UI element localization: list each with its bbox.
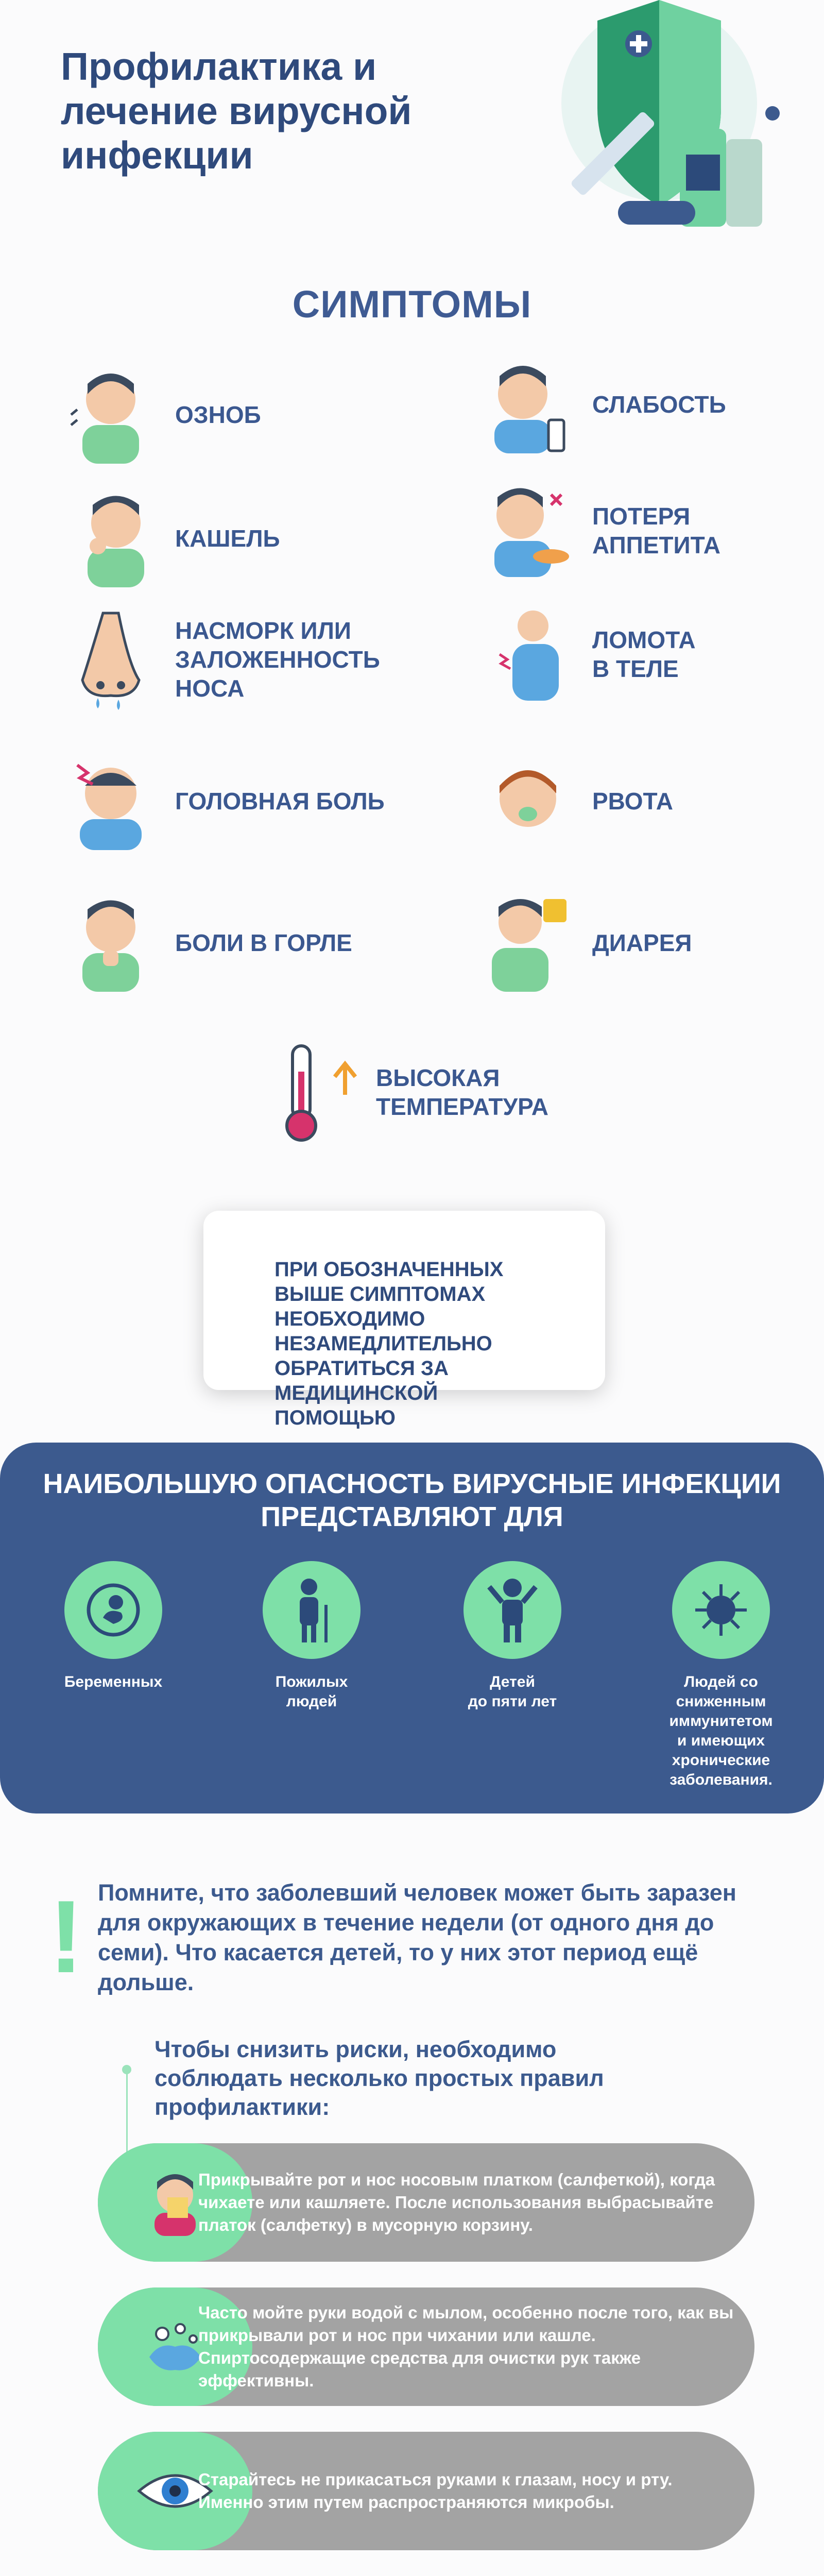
symptom-label: ПОТЕРЯ АППЕТИТА [592,503,721,558]
sore-throat-icon [67,891,154,994]
risk-group [435,1561,590,1711]
notice-card [203,1211,605,1429]
pregnant-icon [85,1582,142,1638]
page-title: Профилактика и лечение вирусной инфекции [61,45,412,177]
risk-group [36,1561,191,1692]
risk-group-label: Пожилых людей [275,1673,348,1710]
symptom-item [484,603,696,706]
symptom-item [484,353,726,456]
symptom-item [67,891,352,994]
symptom-label: БОЛИ В ГОРЛЕ [175,929,352,956]
symptom-item [67,750,385,853]
elderly-icon [283,1577,340,1643]
symptoms-title: СИМПТОМЫ [292,283,532,326]
symptom-label: КАШЕЛЬ [175,525,280,552]
risk-group-label: Беременных [64,1673,163,1690]
rule-text: Часто мойте руки водой с мылом, особенно после того, как вы прикрывали рот и нос при чихании или кашле. Спиртосодержащие средства для очистки рук также эффективны. [198,2303,734,2390]
symptom-item [484,891,692,994]
symptom-item [67,487,280,590]
headache-icon [67,750,154,853]
symptom-label: ВЫСОКАЯ ТЕМПЕРАТУРА [376,1064,548,1120]
shield-medicine-illustration [505,0,793,247]
rule-text: Старайтесь не прикасаться руками к глазам, носу и рту. Именно этим путем распространяются микробы. [198,2470,673,2512]
risk-group-label: Людей со сниженным иммунитетом и имеющих хронические заболевания. [669,1673,773,1788]
body-ache-icon [484,603,572,706]
exclamation-icon: ! [49,1879,83,1994]
symptom-label: ОЗНОБ [175,401,261,428]
cough-icon [67,487,154,590]
symptom-item [67,363,261,466]
notice-text: ПРИ ОБОЗНАЧЕННЫХ ВЫШЕ СИМПТОМАХ НЕОБХОДИМО НЕЗАМЕДЛИТЕЛЬНО ОБРАТИТЬСЯ ЗА МЕДИЦИНСКОЙ ПОМОЩЬЮ [274,1258,504,1429]
risk-group-label: Детей до пяти лет [468,1673,557,1710]
symptom-item [484,479,720,582]
symptom-label: СЛАБОСТЬ [592,391,726,418]
rule-text: Прикрывайте рот и нос носовым платком (салфеткой), когда чихаете или кашляете. После использования выбрасывайте платок (салфетку) в мусорную корзину. [198,2170,715,2234]
vomit-icon [484,750,572,853]
runny-nose-icon [67,608,154,711]
risk-group [639,1561,803,1790]
symptom-item [484,750,673,853]
risk-group [234,1561,389,1711]
remember-text: Помните, что заболевший человек может быть заразен для окружающих в течение недели (от одного дня до семи). Что касается детей, то у них этот период ещё дольше. [98,1879,736,1995]
risk-groups-title: НАИБОЛЬШУЮ ОПАСНОСТЬ ВИРУСНЫЕ ИНФЕКЦИИ ПРЕДСТАВЛЯЮТ ДЛЯ [43,1468,781,1532]
diarrhea-icon [484,891,572,994]
rule-item [98,2432,754,2550]
symptom-label: ЛОМОТА В ТЕЛЕ [592,626,696,682]
rule-item [98,2287,754,2406]
symptom-label: ГОЛОВНАЯ БОЛЬ [175,788,385,815]
virus-icon [690,1579,752,1641]
rule-item [98,2143,754,2262]
symptom-label: РВОТА [592,788,673,815]
symptom-label: НАСМОРК ИЛИ ЗАЛОЖЕННОСТЬ НОСА [175,617,380,702]
symptom-item [67,608,380,711]
thermometer-icon [278,1041,366,1144]
rules-heading: Чтобы снизить риски, необходимо соблюдать несколько простых правил профилактики: [154,2036,604,2120]
symptom-label: ДИАРЕЯ [592,929,692,956]
weakness-icon [484,353,572,456]
child-icon [484,1577,541,1643]
risk-groups-panel [0,1443,824,1814]
symptom-item [278,1041,548,1144]
chills-icon [67,363,154,466]
timeline-line [126,2070,128,2163]
appetite-loss-icon [484,479,572,582]
